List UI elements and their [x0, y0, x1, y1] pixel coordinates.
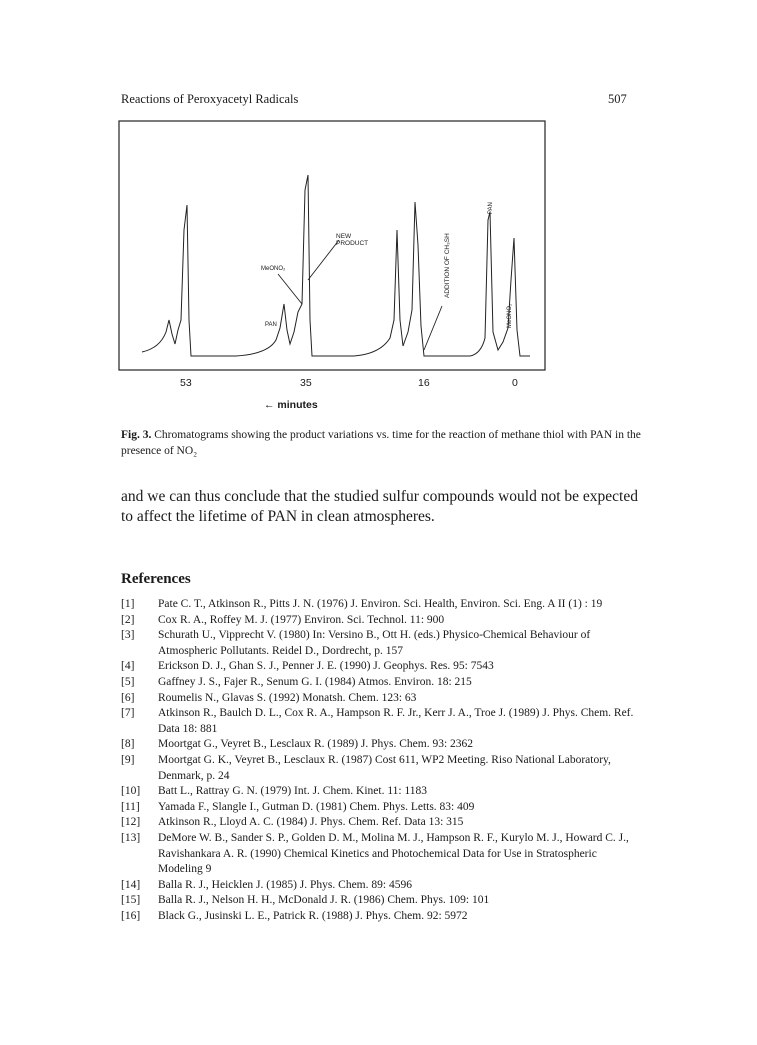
reference-text: Pate C. T., Atkinson R., Pitts J. N. (1976) J. Environ. Sci. Health, Environ. Sci. Eng. A II (1) : 19: [158, 598, 603, 610]
reference-number: [10]: [121, 785, 141, 798]
reference-text: DeMore W. B., Sander S. P., Golden D. M., Molina M. J., Hampson R. F., Kurylo M. J., Howard C. J., Ravishankara A. R. (1990) Chemical Kinetics and Photochemical Data for Use in Stratospheric Modeling 9: [158, 831, 629, 876]
addition-pointer: [424, 306, 442, 350]
reference-number: [11]: [121, 800, 140, 813]
x-tick-35: 35: [300, 377, 312, 389]
reference-item: [121, 753, 641, 784]
reference-item: [121, 893, 641, 909]
reference-text: Cox R. A., Roffey M. J. (1977) Environ. Sci. Technol. 11: 900: [158, 613, 445, 626]
running-title: Reactions of Peroxyacetyl Radicals: [121, 92, 299, 106]
reference-number: [12]: [121, 816, 141, 829]
reference-text: Atkinson R., Lloyd A. C. (1984) J. Phys. Chem. Ref. Data 13: 315: [158, 816, 464, 829]
reference-number: [14]: [121, 878, 141, 891]
meono2-label-right: MeONO₂: [507, 303, 513, 328]
figure-caption: [121, 427, 641, 459]
reference-number: [8]: [121, 738, 135, 751]
chromatogram-figure: [118, 120, 558, 420]
references-heading: References: [121, 571, 191, 587]
reference-item: [121, 628, 641, 659]
caption-label: Fig. 3.: [121, 429, 152, 441]
x-axis-label: ← minutes: [264, 399, 318, 411]
x-tick-0: 0: [512, 377, 518, 389]
reference-item: [121, 597, 641, 613]
body-paragraph: and we can thus conclude that the studied sulfur compounds would not be expected to affect the lifetime of PAN in clean atmospheres.: [121, 488, 638, 525]
reference-item: [121, 815, 641, 831]
reference-number: [16]: [121, 909, 141, 922]
reference-number: [6]: [121, 691, 135, 704]
reference-text: Moortgat G. K., Veyret B., Lesclaux R. (1987) Cost 611, WP2 Meeting. Riso National Laboratory, Denmark, p. 24: [158, 753, 611, 782]
chromatogram-svg: [118, 120, 558, 420]
trace-53: [142, 205, 236, 356]
new-product-pointer: [308, 240, 339, 280]
reference-item: [121, 878, 641, 894]
new-product-label-1: NEW: [336, 233, 352, 240]
reference-item: [121, 909, 641, 925]
trace-16: [354, 202, 470, 356]
reference-item: [121, 691, 641, 707]
reference-text: Batt L., Rattray G. N. (1979) Int. J. Chem. Kinet. 11: 1183: [158, 785, 428, 798]
trace-35: [236, 175, 354, 356]
addition-label: ADDITION OF CH₃SH: [444, 233, 451, 298]
meono2-pointer: [278, 274, 302, 304]
reference-item: [121, 800, 641, 816]
reference-number: [4]: [121, 660, 135, 673]
reference-text: Yamada F., Slangle I., Gutman D. (1981) Chem. Phys. Letts. 83: 409: [158, 800, 475, 813]
reference-number: [5]: [121, 675, 135, 688]
reference-text: Roumelis N., Glavas S. (1992) Monatsh. Chem. 123: 63: [158, 691, 417, 704]
reference-item: [121, 831, 641, 878]
reference-number: [1]: [121, 598, 135, 610]
reference-text: Moortgat G., Veyret B., Lesclaux R. (1989) J. Phys. Chem. 93: 2362: [158, 738, 474, 751]
x-tick-16: 16: [418, 377, 430, 389]
references-list: [121, 597, 641, 924]
reference-text: Erickson D. J., Ghan S. J., Penner J. E. (1990) J. Geophys. Res. 95: 7543: [158, 660, 494, 673]
chromatogram-frame: [119, 121, 545, 370]
pan-label-left: PAN: [265, 322, 277, 328]
reference-item: [121, 706, 641, 737]
reference-number: [7]: [121, 707, 135, 720]
reference-text: Black G., Jusinski L. E., Patrick R. (1988) J. Phys. Chem. 92: 5972: [158, 909, 468, 922]
reference-item: [121, 613, 641, 629]
x-tick-53: 53: [180, 377, 192, 389]
reference-item: [121, 784, 641, 800]
reference-item: [121, 675, 641, 691]
reference-text: Gaffney J. S., Fajer R., Senum G. I. (1984) Atmos. Environ. 18: 215: [158, 675, 472, 688]
reference-text: Atkinson R., Baulch D. L., Cox R. A., Hampson R. F. Jr., Kerr J. A., Troe J. (1989) J. Phys. Chem. Ref. Data 18: 881: [158, 707, 634, 735]
trace-0: [470, 212, 530, 356]
reference-text: Schurath U., Vipprecht V. (1980) In: Versino B., Ott H. (eds.) Physico-Chemical Behaviour of Atmospheric Pollutants. Reidel D., Dordrecht, p. 157: [158, 629, 591, 657]
reference-number: [9]: [121, 753, 135, 766]
reference-number: [13]: [121, 831, 141, 844]
reference-text: Balla R. J., Nelson H. H., McDonald J. R. (1986) Chem. Phys. 109: 101: [158, 894, 490, 907]
reference-item: [121, 659, 641, 675]
caption-text: Chromatograms showing the product variations vs. time for the reaction of methane thiol with PAN in the presence of NO₂: [121, 429, 641, 457]
reference-item: [121, 737, 641, 753]
reference-number: [2]: [121, 613, 135, 626]
reference-number: [15]: [121, 894, 141, 907]
page-number: 507: [608, 92, 627, 106]
pan-label-right: PAN: [488, 202, 494, 214]
reference-number: [3]: [121, 629, 135, 642]
new-product-label-2: PRODUCT: [336, 240, 369, 247]
meono2-label-left: MeONO₂: [261, 266, 286, 272]
reference-text: Balla R. J., Heicklen J. (1985) J. Phys. Chem. 89: 4596: [158, 878, 412, 891]
